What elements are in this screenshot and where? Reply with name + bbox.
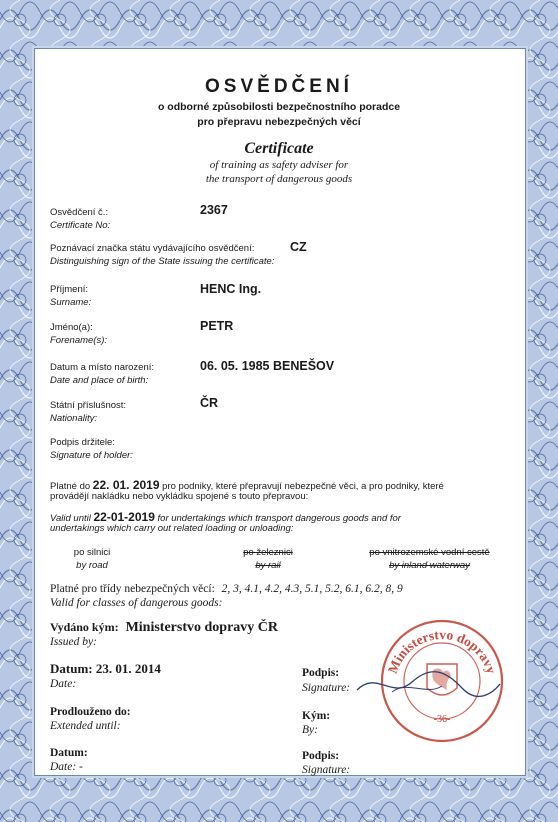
extended-label: Prodlouženo do: (50, 706, 131, 718)
birth-label-en: Date and place of birth: (50, 375, 149, 386)
validity-en-date: 22-01-2019 (93, 510, 155, 524)
mode-road-cs: po silnici (73, 547, 111, 558)
mode-rail-cs: po železnici (243, 547, 293, 558)
date-value: 23. 01. 2014 (95, 661, 161, 676)
cert-no-label-en: Certificate No: (50, 220, 111, 231)
validity-cs-prefix: Platné do (50, 481, 91, 492)
handwritten-signature (352, 660, 502, 710)
by-label-en: By: (302, 724, 318, 736)
date2-label: Datum: (50, 747, 88, 759)
holder-signature-label: Podpis držitele: (50, 437, 115, 448)
date-label-en: Date: (50, 678, 77, 690)
validity-cs-line-1 (50, 478, 444, 492)
date-line (50, 661, 161, 677)
nationality-label: Státní příslušnost: (50, 400, 127, 411)
surname-value: HENC Ing. (200, 282, 262, 296)
holder-signature-label-en: Signature of holder: (50, 450, 133, 461)
document-subtitle-1: o odborné způsobilosti bezpečnostního poradce (157, 101, 401, 113)
classes-label-en: Valid for classes of dangerous goods: (50, 597, 223, 609)
state-sign-value: CZ (290, 240, 307, 254)
by-label: Kým: (302, 710, 331, 722)
issued-line (50, 620, 278, 636)
mode-rail-en: by rail (255, 560, 281, 571)
validity-cs-text-1: pro podniky, které přepravují nebezpečné věci, a pro podniky, které (162, 481, 444, 492)
issued-value: Ministerstvo dopravy ČR (125, 620, 279, 635)
forename-value: PETR (200, 319, 234, 333)
validity-cs-text-2: provádějí nakládku nebo vykládku spojené s touto přepravou: (50, 491, 309, 502)
date-label: Datum: (50, 661, 93, 676)
extended-label-en: Extended until: (50, 720, 121, 732)
signature2-label-en: Signature: (302, 764, 351, 776)
document-subtitle-en-1: of training as safety adviser for (209, 159, 349, 171)
signature-label: Podpis: (302, 667, 340, 679)
validity-en-line-1 (50, 510, 401, 524)
signature2-label: Podpis: (302, 750, 340, 762)
stamp-text: Ministerstvo dopravy (384, 626, 500, 676)
forename-label: Jméno(a): (50, 322, 93, 333)
mode-waterway-cs: po vnitrozemské vodní cestě (369, 547, 490, 558)
signature-label-en: Signature: (302, 682, 351, 694)
issued-label: Vydáno kým: (50, 620, 119, 634)
birth-value: 06. 05. 1985 BENEŠOV (200, 359, 335, 373)
surname-label: Příjmení: (50, 284, 89, 295)
validity-cs-date: 22. 01. 2019 (92, 478, 160, 492)
validity-en-prefix: Valid until (50, 513, 91, 524)
date2-label-en: Date: - (50, 761, 83, 773)
stamp-number: -36- (433, 714, 451, 725)
state-sign-label: Poznávací značka státu vydávajícího osvědčení: (50, 243, 255, 254)
nationality-label-en: Nationality: (50, 413, 97, 424)
document-subtitle-en-2: the transport of dangerous goods (205, 173, 353, 185)
validity-en-text-1: for undertakings which transport dangerous goods and for (157, 513, 401, 524)
state-sign-label-en: Distinguishing sign of the State issuing the certificate: (50, 256, 275, 267)
classes-value: 2, 3, 4.1, 4.2, 4.3, 5.1, 5.2, 6.1, 6.2, 8, 9 (221, 583, 403, 595)
document-title: OSVĚDČENÍ (205, 76, 353, 97)
forename-label-en: Forename(s): (50, 335, 108, 346)
classes-line (50, 583, 403, 595)
document-title-en: Certificate (244, 140, 314, 157)
issued-label-en: Issued by: (50, 636, 97, 648)
nationality-value: ČR (200, 396, 219, 410)
validity-en-text-2: undertakings which carry out related loading or unloading: (50, 523, 294, 534)
document-subtitle-2: pro přepravu nebezpečných věcí (197, 116, 361, 128)
surname-label-en: Surname: (50, 297, 92, 308)
birth-label: Datum a místo narození: (50, 362, 155, 373)
mode-waterway-en: by inland waterway (389, 560, 470, 571)
cert-no-value: 2367 (200, 203, 228, 217)
cert-no-label: Osvědčení č.: (50, 207, 109, 218)
mode-road-en: by road (76, 560, 108, 571)
classes-label: Platné pro třídy nebezpečných věcí: (50, 583, 215, 595)
